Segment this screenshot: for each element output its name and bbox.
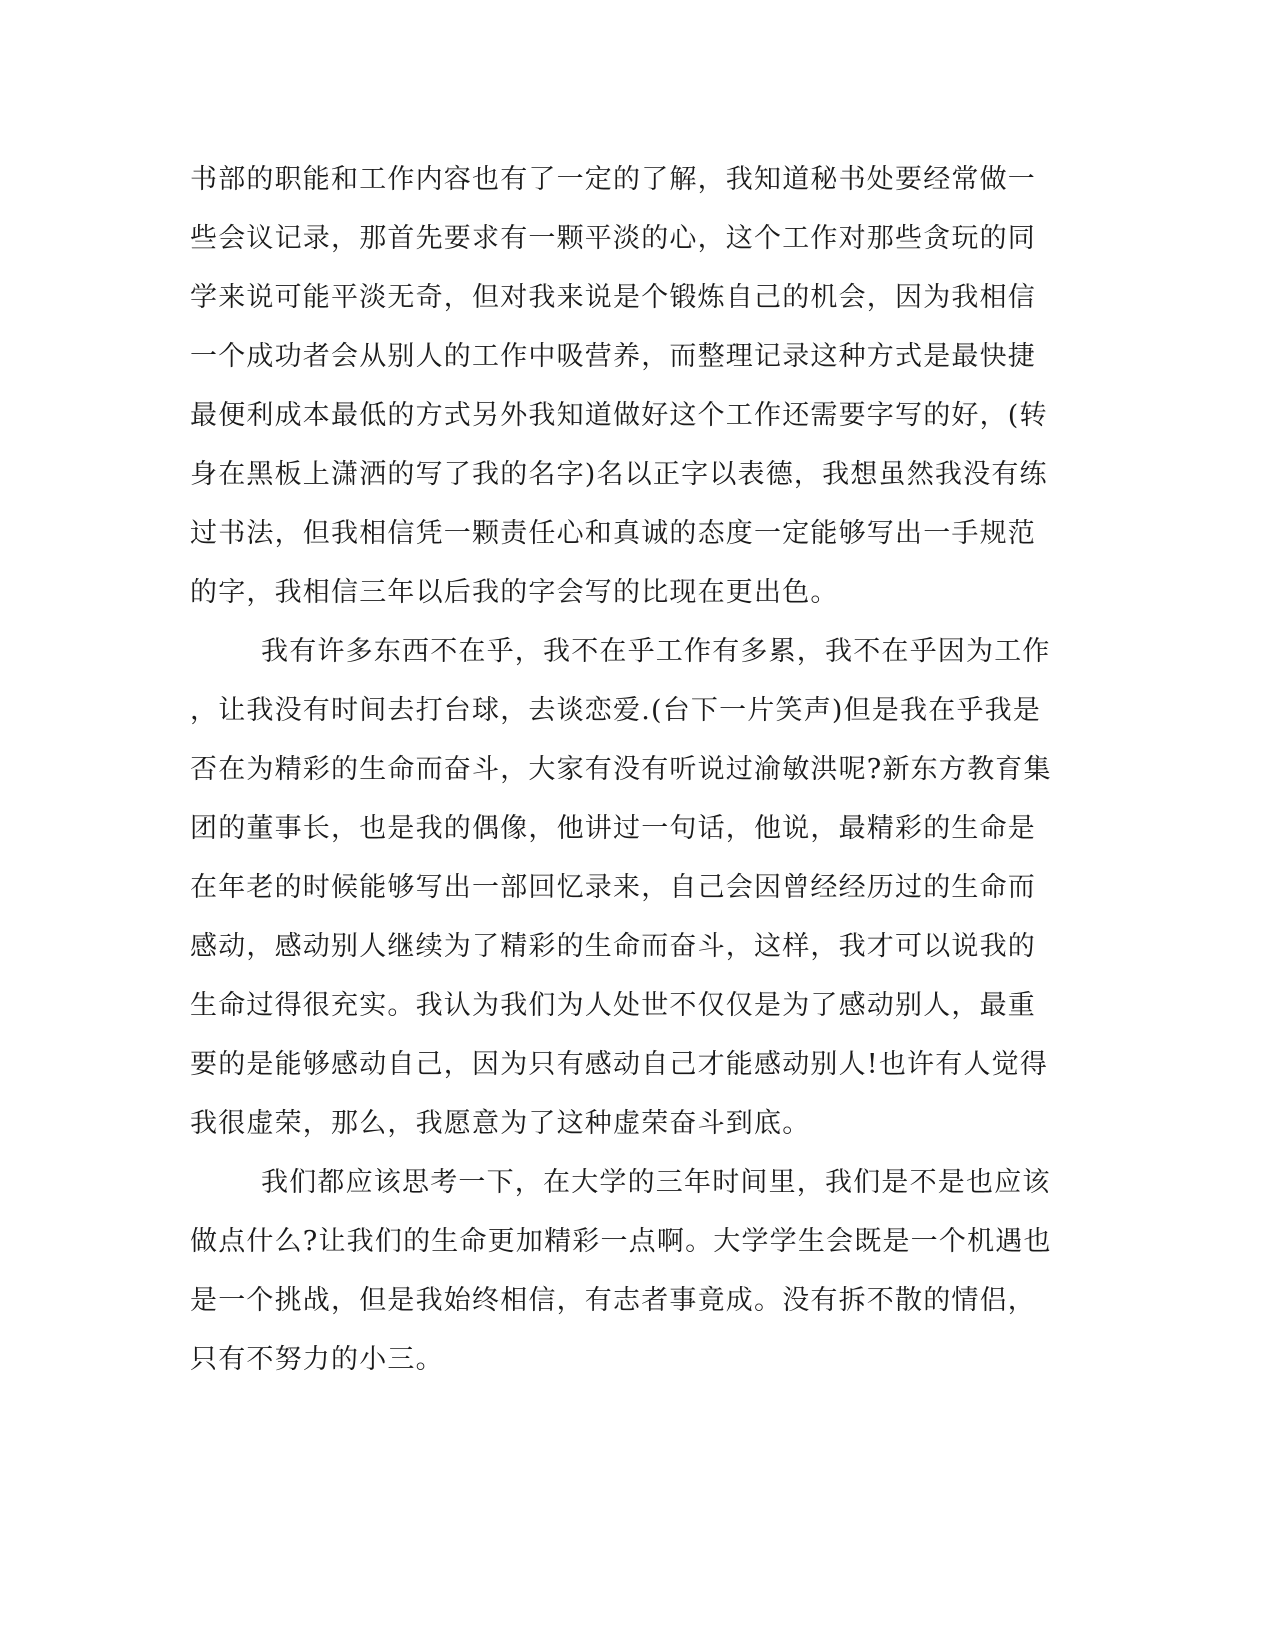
text-line: 在年老的时候能够写出一部回忆录来，自己会因曾经经历过的生命而 [190, 872, 1036, 903]
text-line: 些会议记录，那首先要求有一颗平淡的心，这个工作对那些贪玩的同 [190, 223, 1036, 254]
text-line: 学来说可能平淡无奇，但对我来说是个锻炼自己的机会，因为我相信 [190, 282, 1036, 313]
text-line: 一个成功者会从别人的工作中吸营养，而整理记录这种方式是最快捷 [190, 341, 1036, 372]
text-line: 感动，感动别人继续为了精彩的生命而奋斗，这样，我才可以说我的 [190, 931, 1036, 962]
text-line: 过书法，但我相信凭一颗责任心和真诚的态度一定能够写出一手规范 [190, 518, 1036, 549]
text-line: 是一个挑战，但是我始终相信，有志者事竟成。没有拆不散的情侣， [190, 1285, 1036, 1316]
text-line: ，让我没有时间去打台球，去谈恋爱.(台下一片笑声)但是我在乎我是 [190, 695, 1042, 726]
text-line: 生命过得很充实。我认为我们为人处世不仅仅是为了感动别人，最重 [190, 990, 1036, 1021]
text-line: 团的董事长，也是我的偶像，他讲过一句话，他说，最精彩的生命是 [190, 813, 1036, 844]
text-line: 的字，我相信三年以后我的字会写的比现在更出色。 [190, 577, 839, 608]
paragraph-start-line: 我有许多东西不在乎，我不在乎工作有多累，我不在乎因为工作 [261, 636, 1051, 667]
paragraph-start-line: 我们都应该思考一下，在大学的三年时间里，我们是不是也应该 [261, 1167, 1051, 1198]
text-line: 否在为精彩的生命而奋斗，大家有没有听说过渝敏洪呢?新东方教育集 [190, 754, 1052, 785]
text-line: 我很虚荣，那么，我愿意为了这种虚荣奋斗到底。 [190, 1108, 811, 1139]
text-line: 做点什么?让我们的生命更加精彩一点啊。大学学生会既是一个机遇也 [190, 1226, 1052, 1257]
text-line: 只有不努力的小三。 [190, 1344, 444, 1375]
text-line: 要的是能够感动自己，因为只有感动自己才能感动别人!也许有人觉得 [190, 1049, 1049, 1080]
text-line: 最便利成本最低的方式另外我知道做好这个工作还需要字写的好，(转 [190, 400, 1048, 431]
text-line: 书部的职能和工作内容也有了一定的了解，我知道秘书处要经常做一 [190, 164, 1036, 195]
text-line: 身在黑板上潇洒的写了我的名字)名以正字以表德，我想虽然我没有练 [190, 459, 1048, 490]
